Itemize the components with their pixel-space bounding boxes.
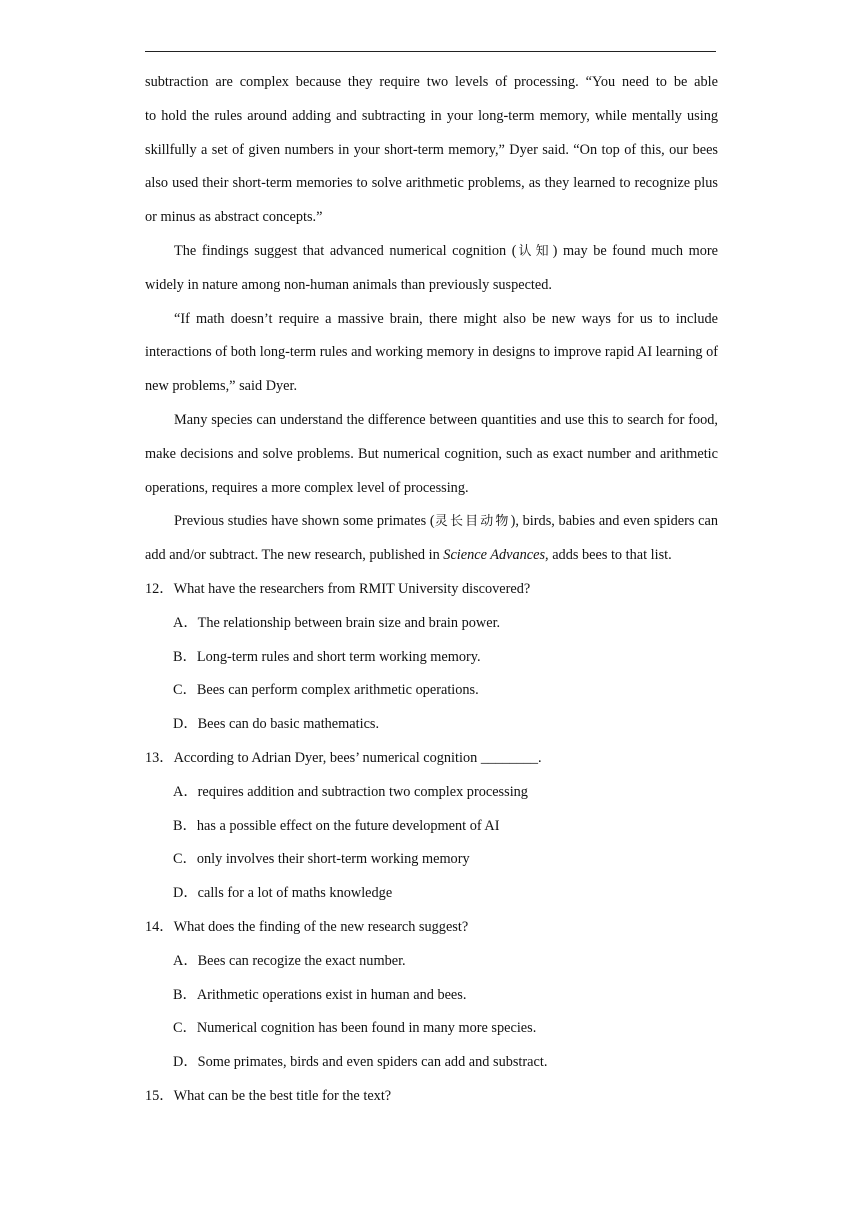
question-stem: 13．According to Adrian Dyer, bees’ numerical cognition ________. <box>145 749 542 766</box>
option-a: A．Bees can recogize the exact number. <box>173 952 406 969</box>
paragraph-2-text-a: The findings suggest that advanced numerical cognition ( <box>174 242 517 259</box>
option-c: C．Bees can perform complex arithmetic operations. <box>173 682 479 699</box>
option-c: C．only involves their short-term working memory <box>173 851 470 868</box>
passage-paragraph-5 <box>145 505 718 573</box>
option-d: D．Some primates, birds and even spiders can add and substract. <box>173 1054 548 1071</box>
paragraph-5-text-b: ), birds, babies and even spiders can add and/or subtract. The new research, published in <box>145 513 718 564</box>
option-a: A．The relationship between brain size and brain power. <box>173 614 501 631</box>
option-a: A．requires addition and subtraction two complex processing <box>173 783 528 800</box>
passage-paragraph-3: “If math doesn’t require a massive brain, there might also be new ways for us to include interactions of both long-term rules and working memory in designs to improve rapid AI learning of new problems,” said Dyer. <box>145 310 718 395</box>
question-stem: 14．What does the finding of the new research suggest? <box>145 918 469 935</box>
header-rule <box>145 51 716 52</box>
passage-paragraph-1-line-1: subtraction are complex because they require two levels of processing. “You need to be able <box>145 74 718 90</box>
chinese-gloss-cognition: 认知 <box>516 243 553 259</box>
question-12 <box>145 573 718 742</box>
journal-name: Science Advances <box>443 547 546 564</box>
option-b: B．Arithmetic operations exist in human and bees. <box>173 986 467 1003</box>
option-d: D．calls for a lot of maths knowledge <box>173 885 393 902</box>
question-15 <box>145 1080 718 1114</box>
document-body <box>145 66 718 1114</box>
question-stem: 15．What can be the best title for the text? <box>145 1087 392 1104</box>
paragraph-5-text-c: , adds bees to that list. <box>545 547 672 564</box>
paragraph-5-text-a: Previous studies have shown some primates ( <box>174 513 435 530</box>
passage-paragraph-2 <box>145 235 718 303</box>
option-b: B．Long-term rules and short term working memory. <box>173 648 481 665</box>
passage-paragraph-4: Many species can understand the difference between quantities and use this to search for food, make decisions and solve problems. But numerical cognition, such as exact number and arithmetic operations, requires a more complex level of processing. <box>145 411 718 496</box>
paragraph-2-text-b: ) may be found much more widely in nature among non-human animals than previously suspected. <box>145 242 718 293</box>
option-b: B．has a possible effect on the future development of AI <box>173 817 500 834</box>
passage-paragraph-1: to hold the rules around adding and subtracting in your long-term memory, while mentally using skillfully a set of given numbers in your short-term memory,” Dyer said. “On top of this, our bees also used their short-term memories to solve arithmetic problems, as they learned to recognize plus or minus as abstract concepts.” <box>145 107 718 226</box>
question-13 <box>145 742 718 911</box>
question-14 <box>145 911 718 1080</box>
question-stem: 12．What have the researchers from RMIT University discovered? <box>145 580 531 597</box>
option-c: C．Numerical cognition has been found in many more species. <box>173 1020 537 1037</box>
chinese-gloss-primates: 灵长目动物 <box>434 514 511 530</box>
option-d: D．Bees can do basic mathematics. <box>173 716 380 733</box>
